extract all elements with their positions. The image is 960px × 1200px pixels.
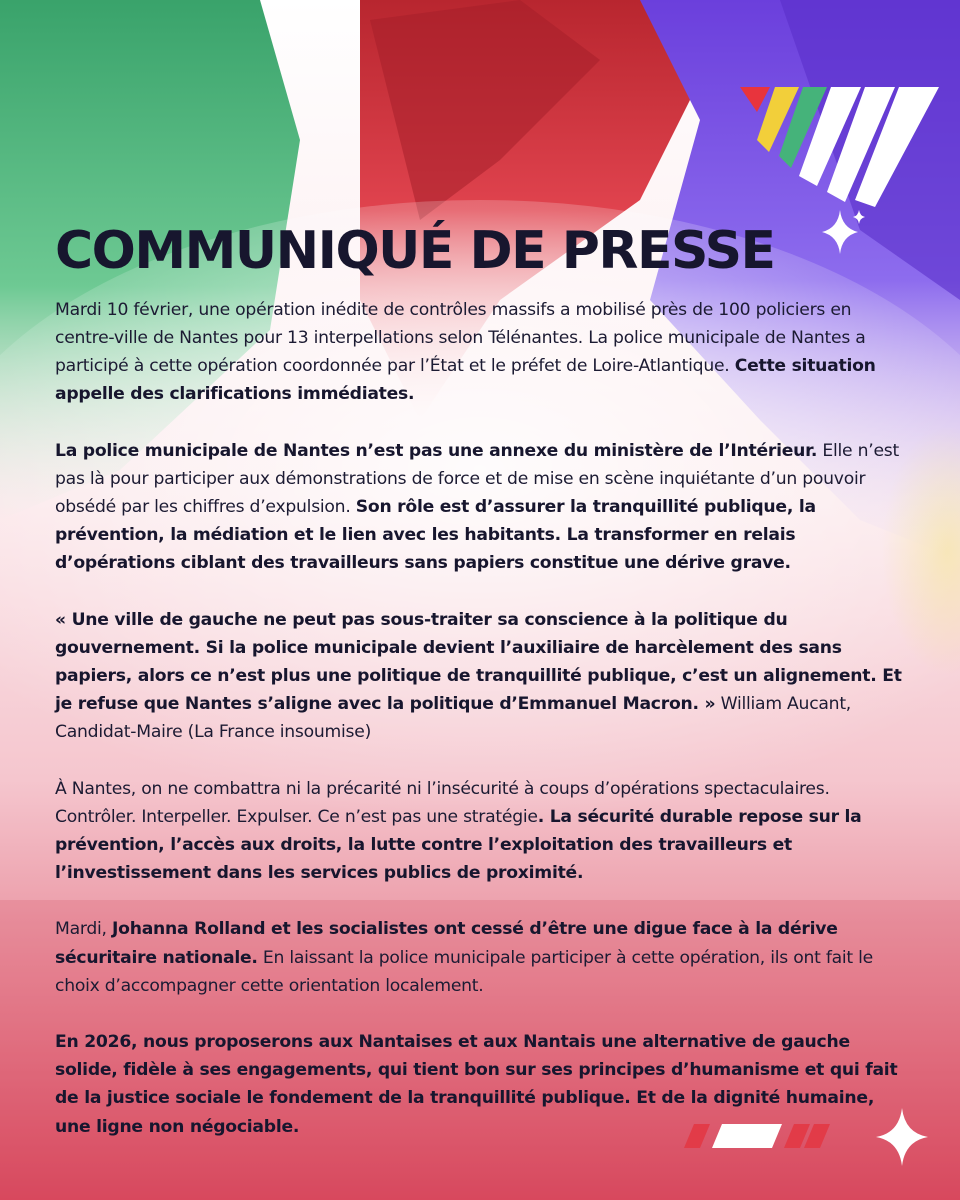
bold-text: . La sécurité durable repose sur la prévention, l’accès aux droits, la lutte contre l’exploitation des travailleurs et l’investissement dans les services publics de proximité. — [55, 806, 862, 884]
bold-text: Son rôle est d’assurer la tranquillité publique, la prévention, la médiation et le lien avec les habitants. La transformer en relais d’opérations ciblant des travailleurs sans papiers constitue une dérive grave. — [55, 497, 816, 574]
body-text: Mardi 10 février, une opération inédite de contrôles massifs a mobilisé près de 100 policiers en centre-ville de Nantes pour 13 interpellations selon Télénantes. La police municipale de Nantes a participé à cette opération coordonnée par l’État et le préfet de Loire-Atlantique. — [55, 299, 866, 377]
paragraph-3 — [55, 606, 915, 747]
paragraph-5 — [55, 915, 915, 1000]
page-title: COMMUNIQUÉ DE PRESSE — [55, 221, 775, 281]
bold-text: Cette situation appelle des clarifications immédiates. — [55, 356, 876, 405]
body-text: Mardi, — [55, 919, 112, 940]
bold-text: La police municipale de Nantes n’est pas une annexe du ministère de l’Intérieur. — [55, 440, 818, 461]
paragraph-2 — [55, 437, 915, 578]
body-text: Elle n’est pas là pour participer aux démonstrations de force et de mise en scène inquiétante d’un pouvoir obsédé par les chiffres d’expulsion. — [55, 440, 899, 518]
body-text: William Aucant, Candidat-Maire (La France insoumise) — [55, 694, 852, 743]
footer-star-icon — [874, 1106, 930, 1168]
bold-text: En 2026, nous proposerons aux Nantaises et aux Nantais une alternative de gauche solide, fidèle à ses engagements, qui tient bon sur ses principes d’humanisme et qui fait de la justice sociale le fondement de la tranquillité publique. Et de la dignité humaine, une ligne non négociable. — [55, 1032, 898, 1137]
bold-text: « Une ville de gauche ne peut pas sous-traiter sa conscience à la politique du gouvernement. Si la police municipale devient l’auxiliaire de harcèlement des sans papiers, alors ce n’est plus une politique de tranquillité publique, c’est un alignement. Et je refuse que Nantes s’aligne avec la politique d’Emmanuel Macron. » — [55, 609, 902, 715]
paragraph-4 — [55, 775, 915, 888]
bold-text: Johanna Rolland et les socialistes ont cessé d’être une digue face à la dérive sécuritaire nationale. — [55, 919, 838, 968]
body-text: En laissant la police municipale participer à cette opération, ils ont fait le choix d’accompagner cette orientation localement. — [55, 947, 873, 996]
paragraph-1 — [55, 296, 915, 409]
body-text: À Nantes, on ne combattra ni la précarité ni l’insécurité à coups d’opérations spectaculaires. Contrôler. Interpeller. Expulser. Ce n’est pas une stratégie — [55, 778, 830, 827]
press-release-body — [55, 296, 915, 1141]
footer-stripes-decoration — [680, 1118, 840, 1158]
press-release-content — [55, 222, 915, 1169]
